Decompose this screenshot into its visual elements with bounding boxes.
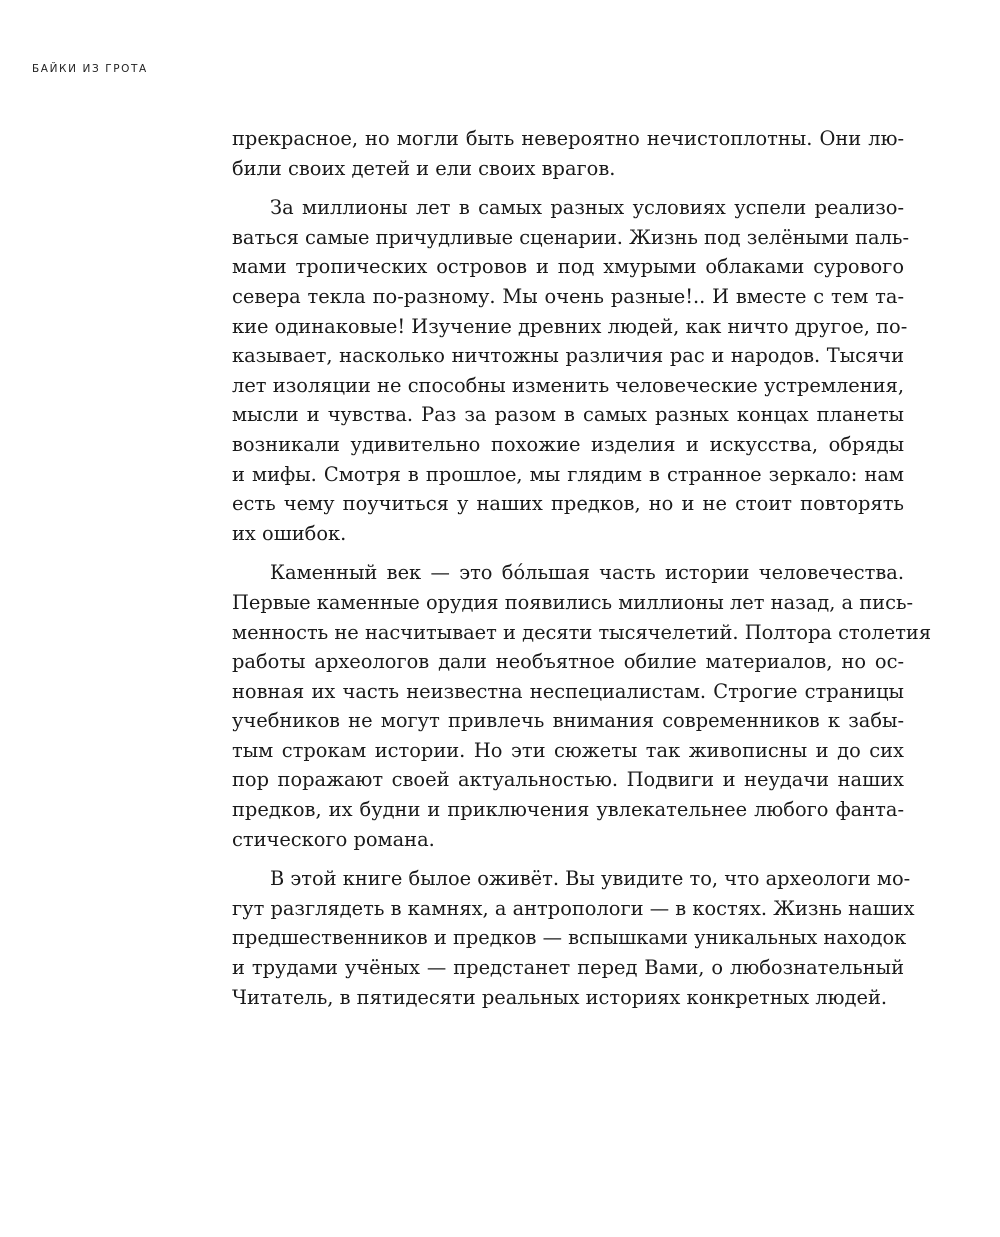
text-line: казывает, насколько ничтожны различия рас и народов. Тысячи (232, 344, 904, 368)
text-line: прекрасное, но могли быть невероятно нечистоплотны. Они лю- (232, 127, 904, 150)
text-line: гут разглядеть в камнях, а антропологи — в костях. Жизнь наших (232, 896, 915, 920)
text-line: кие одинаковые! Изучение древних людей, как ничто другое, по- (232, 314, 908, 338)
text-line: Первые каменные орудия появились миллионы лет назад, а пись- (232, 590, 914, 614)
text-line: есть чему поучиться у наших предков, но и не стоит повторять (232, 492, 904, 516)
paragraph (232, 193, 910, 548)
paragraph (232, 558, 932, 854)
text-line: стического романа. (232, 827, 435, 851)
text-line: лет изоляции не способны изменить человеческие устремления, (232, 373, 904, 397)
text-line: их ошибок. (232, 521, 347, 545)
text-line: предков, их будни и приключения увлекательнее любого фанта- (232, 798, 904, 822)
text-line: и трудами учёных — предстанет перед Вами, о любознательный (232, 956, 904, 980)
text-line: возникали удивительно похожие изделия и искусства, обряды (232, 432, 904, 456)
text-line: и мифы. Смотря в прошлое, мы глядим в странное зеркало: нам (232, 462, 904, 486)
text-line: Читатель, в пятидесяти реальных историях конкретных людей. (232, 985, 888, 1009)
text-line: севера текла по-разному. Мы очень разные!.. И вместе с тем та- (232, 284, 904, 308)
text-line: За миллионы лет в самых разных условиях успели реализо- (270, 196, 904, 220)
text-line: мысли и чувства. Раз за разом в самых разных концах планеты (232, 403, 904, 427)
text-line: предшественников и предков — вспышками уникальных находок (232, 926, 907, 950)
text-line: менность не насчитывает и десяти тысячелетий. Полтора столетия (232, 620, 932, 644)
text-line: В этой книге былое оживёт. Вы увидите то, что археологи мо- (270, 867, 911, 891)
text-line: ваться самые причудливые сценарии. Жизнь под зелёными паль- (232, 225, 910, 249)
text-line: мами тропических островов и под хмурыми облаками сурового (232, 255, 904, 279)
text-line: новная их часть неизвестна неспециалистам. Строгие страницы (232, 679, 904, 703)
paragraph (232, 124, 904, 183)
text-line: работы археологов дали необъятное обилие материалов, но ос- (232, 650, 904, 674)
text-line: тым строкам истории. Но эти сюжеты так живописны и до сих (232, 738, 904, 762)
text-line: учебников не могут привлечь внимания современников к забы- (232, 709, 904, 733)
text-line: пор поражают своей актуальностью. Подвиги и неудачи наших (232, 768, 904, 792)
paragraph (232, 864, 915, 1012)
text-line: Каменный век — это бóльшая часть истории человечества. (270, 561, 904, 585)
body-text (232, 124, 932, 1012)
text-line: били своих детей и ели своих врагов. (232, 156, 616, 180)
running-head: БАЙКИ ИЗ ГРОТА (32, 63, 148, 75)
